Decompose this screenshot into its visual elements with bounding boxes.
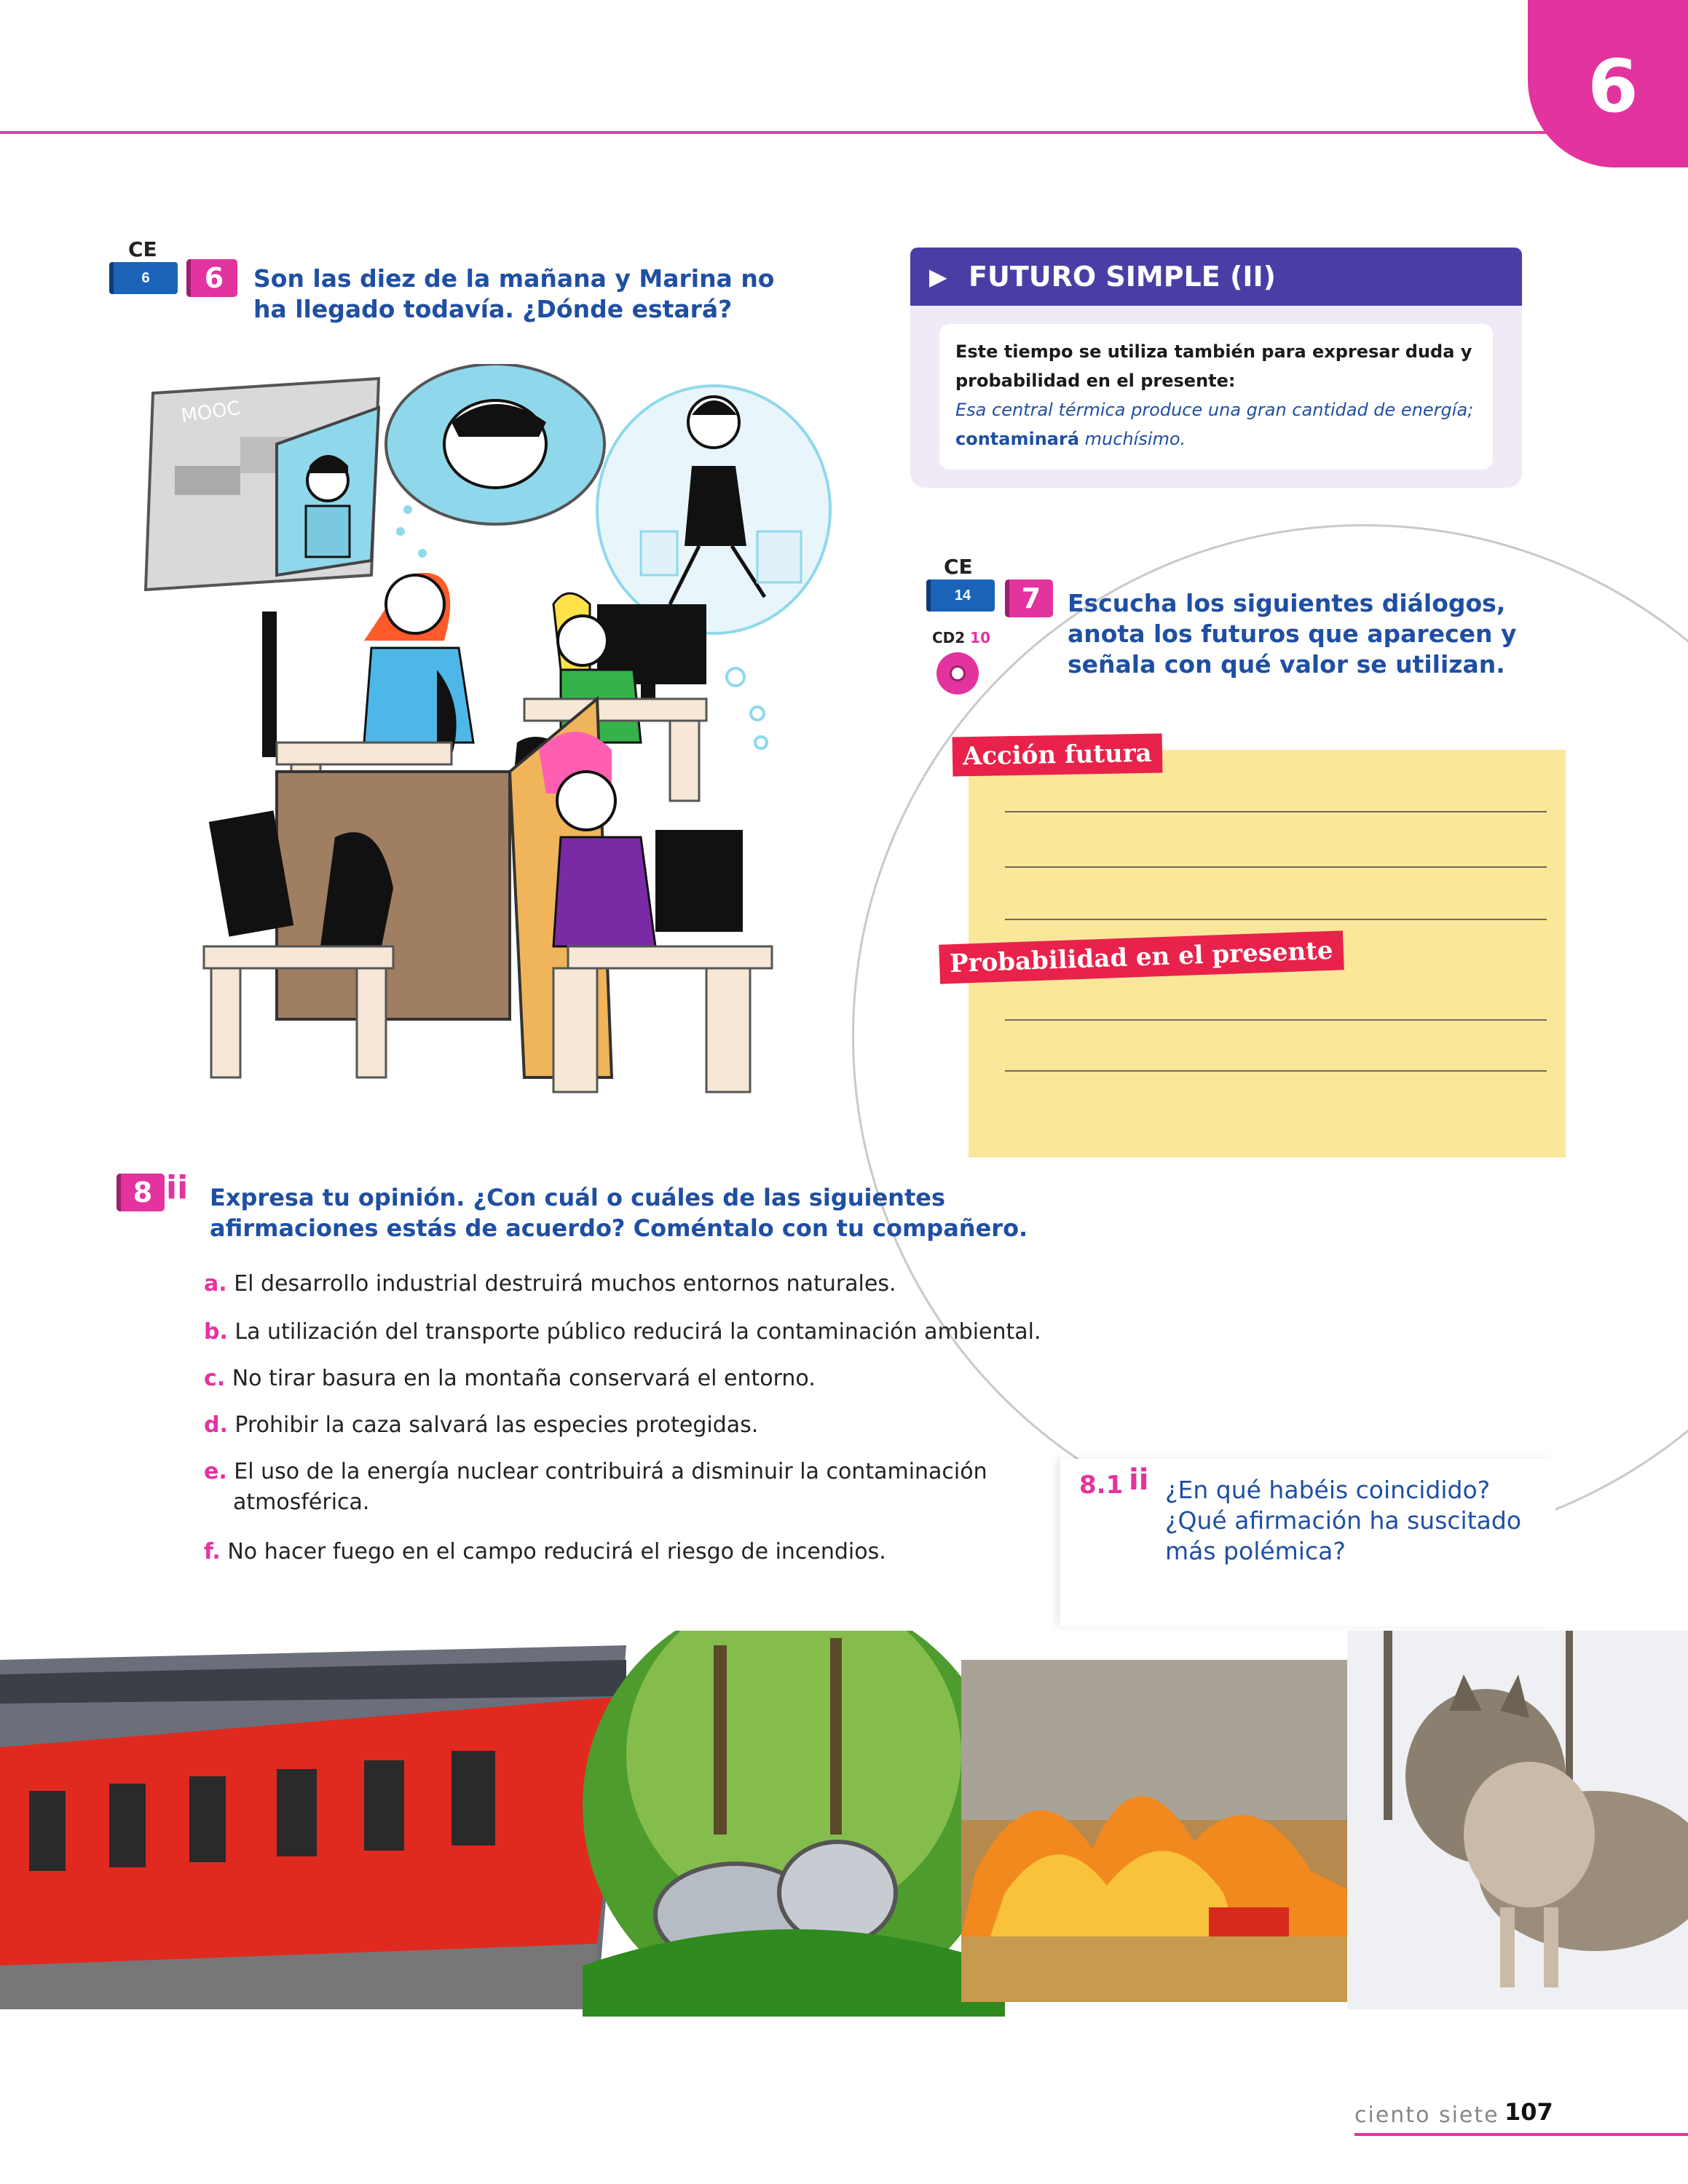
statement-item: c. No tirar basura en la montaña conservará el entorno. <box>204 1366 816 1391</box>
traffic-jam-bubble <box>146 379 379 590</box>
unit-number: 6 <box>1588 44 1638 129</box>
scene-sign: MOOC <box>179 397 242 427</box>
footer-rule <box>1354 2133 1688 2136</box>
play-triangle-icon: ▶ <box>929 263 947 290</box>
exercise-number: 8 <box>117 1174 165 1211</box>
pair-work-icon: ii <box>1129 1463 1149 1497</box>
page-number-words: ciento siete <box>1354 2102 1499 2128</box>
ce-reference: 14 <box>926 579 995 612</box>
answer-line[interactable] <box>1005 919 1547 920</box>
answer-line[interactable] <box>1005 866 1547 868</box>
ce-label: CE <box>128 237 157 261</box>
cd-track-label: CD2 10 <box>932 629 991 646</box>
statement-continuation: atmosférica. <box>233 1489 370 1515</box>
sleeping-bubble <box>386 364 604 558</box>
ce-label: CE <box>944 555 973 579</box>
exercise6-title: Son las diez de la mañana y Marina no ha llegado todavía. ¿Dónde estará? <box>253 264 775 323</box>
wolves-photo <box>1347 1631 1688 2009</box>
answer-line[interactable] <box>1005 1019 1547 1021</box>
probability-label: Probabilidad en el presente <box>939 930 1344 984</box>
answer-line[interactable] <box>1005 811 1547 812</box>
statement-item: e. El uso de la energía nuclear contribuirá a disminuir la contaminación <box>204 1459 987 1484</box>
ce-reference: 6 <box>109 262 178 294</box>
exercise7-title: Escucha los siguientes diálogos, anota los futuros que aparecen y señala con qué valor se utilizan. <box>1068 589 1517 678</box>
exercise8-title: Expresa tu opinión. ¿Con cuál o cuáles de las siguientes afirmaciones estás de acuerdo? Coméntalo con tu compañero. <box>210 1184 1028 1242</box>
office-desks <box>204 573 772 1092</box>
statement-item: a. El desarrollo industrial destruirá muchos entornos naturales. <box>204 1271 896 1297</box>
exercise-number: 6 <box>186 259 237 297</box>
metro-train-photo <box>0 1645 626 2009</box>
exercise8-1-question: ¿En qué habéis coincidido? ¿Qué afirmación ha suscitado más polémica? <box>1165 1476 1522 1565</box>
litter-photo <box>583 1631 1005 2017</box>
cd-audio-icon[interactable] <box>936 652 979 695</box>
pair-work-icon: ii <box>166 1169 189 1206</box>
statement-item: b. La utilización del transporte público reducirá la contaminación ambiental. <box>204 1319 1041 1345</box>
statement-item: f. No hacer fuego en el campo reducirá el riesgo de incendios. <box>204 1539 886 1564</box>
top-rule <box>0 131 1551 134</box>
page-number: 107 <box>1504 2098 1553 2126</box>
photo-strip <box>0 1631 1688 2017</box>
answer-line[interactable] <box>1005 1070 1547 1072</box>
wildfire-photo <box>961 1660 1354 2002</box>
office-illustration <box>131 364 859 1136</box>
grammar-box-title: ▶ FUTURO SIMPLE (II) <box>910 248 1522 306</box>
future-action-label: Acción futura <box>953 733 1163 776</box>
statement-item: d. Prohibir la caza salvará las especies protegidas. <box>204 1412 759 1438</box>
grammar-box-content: Este tiempo se utiliza también para expresar duda y probabilidad en el presente: Esa central térmica produce una gran cantidad de energía; contaminará muchísimo. <box>939 324 1493 470</box>
exercise-number: 7 <box>1005 579 1053 617</box>
exercise-number: 8.1 <box>1079 1471 1124 1500</box>
